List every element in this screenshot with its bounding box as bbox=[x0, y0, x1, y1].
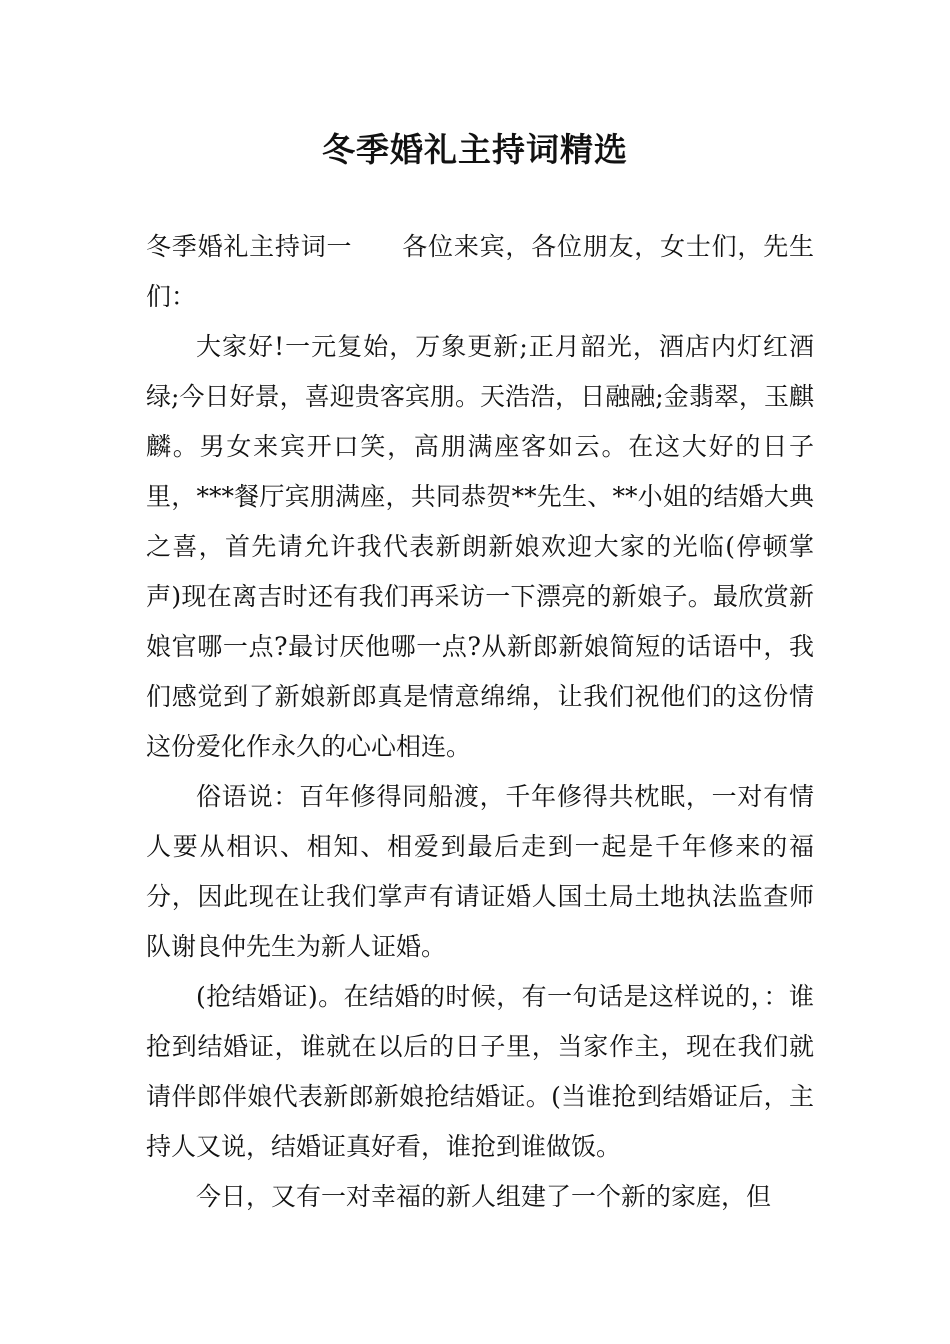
section-label: 冬季婚礼主持词一 bbox=[146, 232, 353, 261]
paragraph: 大家好!一元复始，万象更新;正月韶光，酒店内灯红酒绿;今日好景，喜迎贵客宾朋。天浩浩，日融融;金翡翠，玉麒麟。男女来宾开口笑，高朋满座客如云。在这大好的日子里，***餐厅宾朋满座，共同恭贺**先生、**小姐的结婚大典之喜，首先请允许我代表新朗新娘欢迎大家的光临(停顿掌声)现在离吉时还有我们再采访一下漂亮的新娘子。最欣赏新娘官哪一点?最讨厌他哪一点?从新郎新娘简短的话语中，我们感觉到了新娘新郎真是情意绵绵，让我们祝他们的这份情这份爱化作永久的心心相连。 bbox=[146, 332, 814, 761]
intro-paragraph bbox=[146, 222, 814, 322]
intro-text: 各位来宾，各位朋友，女士们，先生们： bbox=[146, 232, 814, 311]
document-title: 冬季婚礼主持词精选 bbox=[322, 130, 628, 169]
paragraph: 今日，又有一对幸福的新人组建了一个新的家庭，但 bbox=[196, 1182, 772, 1211]
document-body bbox=[146, 222, 814, 1222]
paragraph: 俗语说：百年修得同船渡，千年修得共枕眠，一对有情人要从相识、相知、相爱到最后走到一起是千年修来的福分，因此现在让我们掌声有请证婚人国土局土地执法监查师队谢良仲先生为新人证婚。 bbox=[146, 782, 814, 961]
paragraph: (抢结婚证)。在结婚的时候，有一句话是这样说的，：谁抢到结婚证，谁就在以后的日子里，当家作主，现在我们就请伴郎伴娘代表新郎新娘抢结婚证。(当谁抢到结婚证后，主持人又说，结婚证真好看，谁抢到谁做饭。 bbox=[146, 982, 814, 1161]
